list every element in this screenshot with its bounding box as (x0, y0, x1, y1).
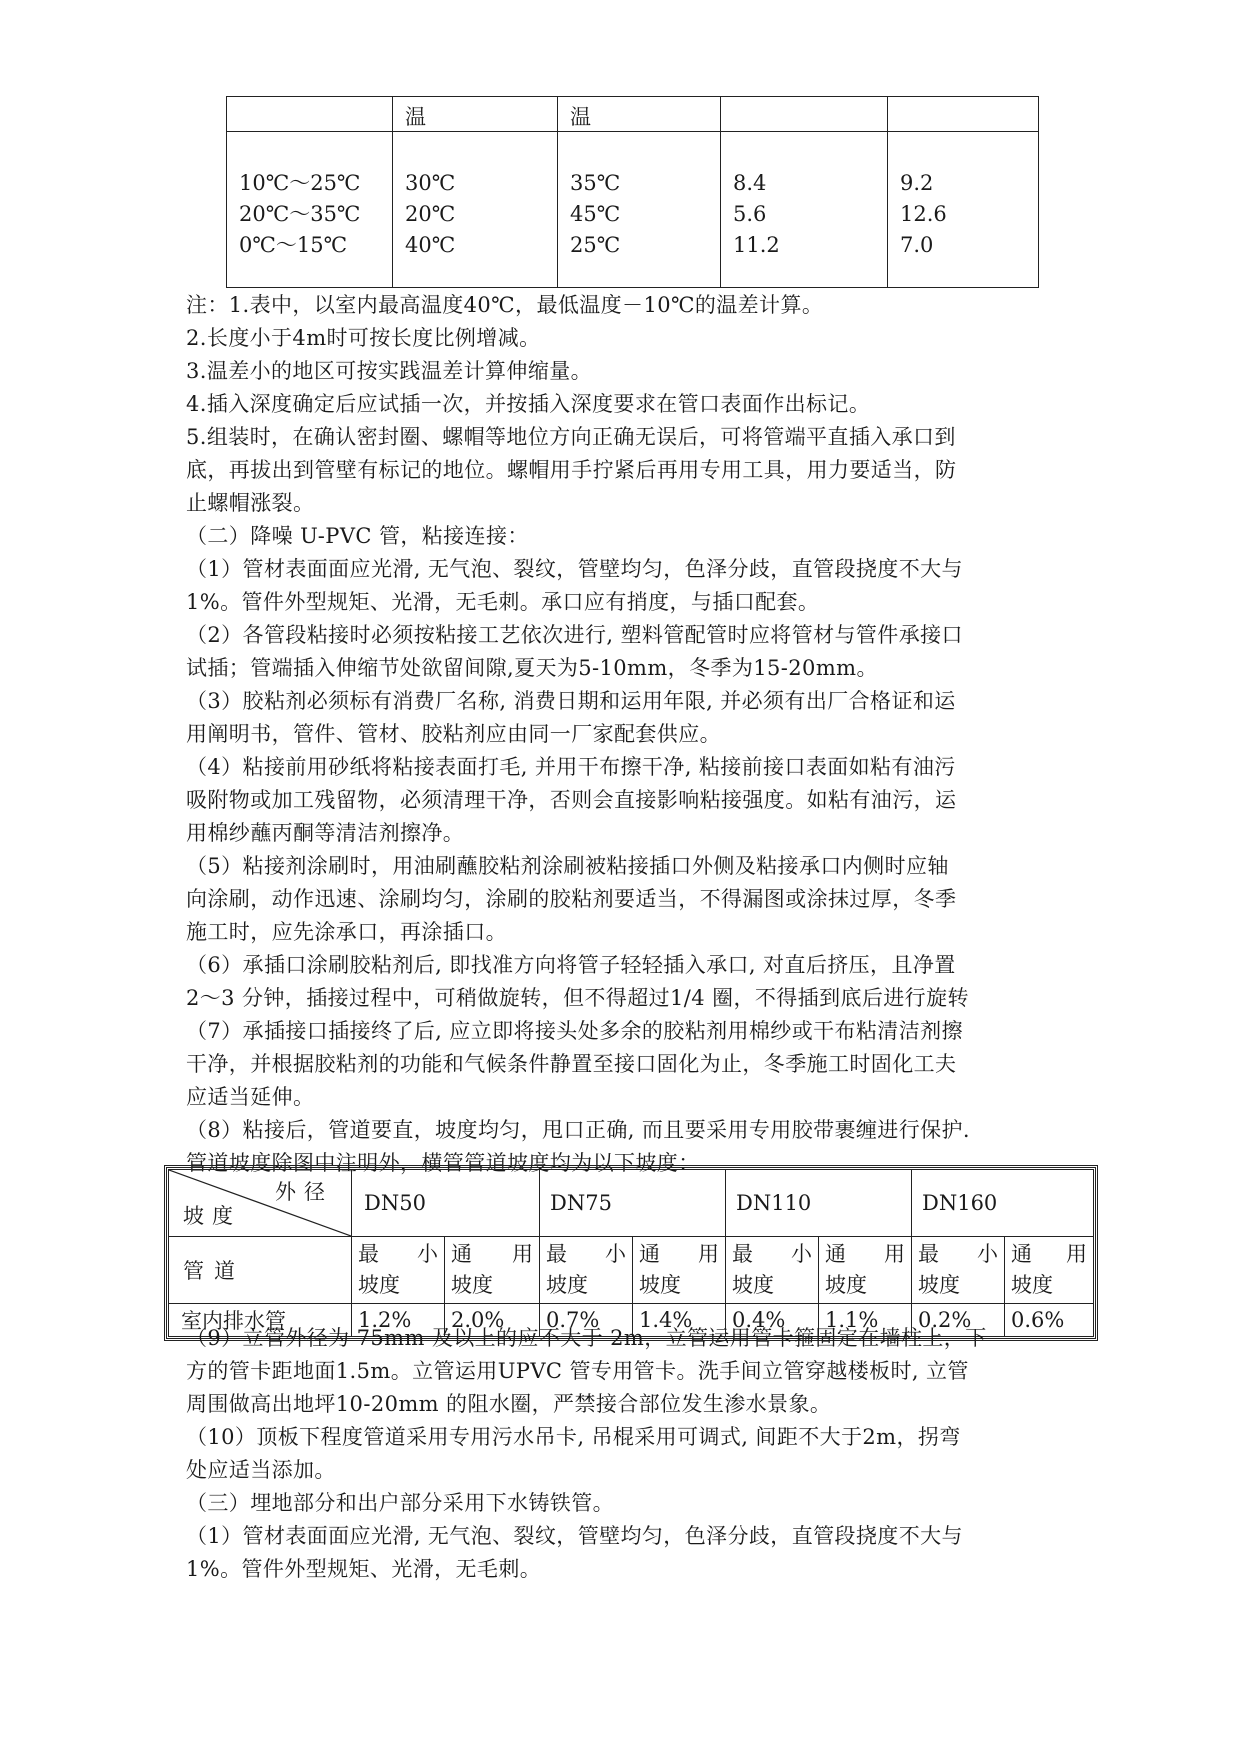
text-line: （5）粘接剂涂刷时，用油刷蘸胶粘剂涂刷被粘接插口外侧及粘接承口内侧时应轴 (186, 854, 949, 878)
row-label: 管道 (169, 1237, 352, 1304)
slope-value-cell: 0.2% (912, 1304, 1005, 1337)
text-line: （7）承插接口插接终了后, 应立即将接头处多余的胶粘剂用棉纱或干布粘清洁剂擦 (186, 1019, 963, 1043)
text-line: 试插；管端插入伸缩节处欲留间隙,夏天为5-10mm，冬季为15-20mm。 (186, 656, 878, 680)
text-line: （3）胶粘剂必须标有消费厂名称, 消费日期和运用年限, 并必须有出厂合格证和运 (186, 689, 956, 713)
value-cell: 9.2 12.6 7.0 (888, 132, 1039, 288)
general-slope-header: 通 用 坡度 (1005, 1237, 1094, 1304)
slope-value-cell: 1.1% (819, 1304, 912, 1337)
text-line: 2.长度小于4m时可按长度比例增减。 (186, 326, 541, 350)
text-line: 1%。管件外型规矩、光滑，无毛刺。 (186, 1557, 542, 1581)
slope-value-cell: 1.4% (633, 1304, 726, 1337)
text-line: （8）粘接后，管道要直，坡度均匀，甩口正确, 而且要采用专用胶带裹缠进行保护. (186, 1118, 970, 1142)
text-line: （6）承插口涂刷胶粘剂后, 即找准方向将管子轻轻插入承口, 对直后挤压，且净置 (186, 953, 956, 977)
text-line: 吸附物或加工残留物，必须清理干净，否则会直接影响粘接强度。如粘有油污，运 (186, 788, 957, 812)
table-cell: 温 (393, 97, 558, 132)
table-cell (721, 97, 888, 132)
text-line: 周围做高出地坪10-20mm 的阻水圈，严禁接合部位发生渗水景象。 (186, 1392, 832, 1416)
notes-text-block-2 (186, 1322, 1076, 1586)
text-line: （10）顶板下程度管道采用专用污水吊卡, 吊棍采用可调式, 间距不大于2m，拐弯 (186, 1425, 961, 1449)
temp-cell: 30℃ 20℃ 40℃ (393, 132, 558, 288)
text-line: 方的管卡距地面1.5m。立管运用UPVC 管专用管卡。洗手间立管穿越楼板时, 立管 (186, 1359, 969, 1383)
table-header-row (169, 1170, 1094, 1237)
text-line: （9）立管外径为 75mm 及以上的应不大于 2m，立管运用管卡箍固定在墙柱上，下 (186, 1326, 987, 1350)
size-header: DN160 (912, 1170, 1094, 1237)
text-line: 4.插入深度确定后应试插一次，并按插入深度要求在管口表面作出标记。 (186, 392, 871, 416)
slope-value-cell: 0.6% (1005, 1304, 1094, 1337)
text-line: 应适当延伸。 (186, 1085, 315, 1109)
table-cell: 温 (558, 97, 721, 132)
diagonal-header-cell (169, 1170, 352, 1237)
text-line: （二）降噪 U-PVC 管，粘接连接： (186, 524, 529, 548)
slope-label: 坡度 (183, 1204, 241, 1228)
text-line: 处应适当添加。 (186, 1458, 336, 1482)
text-line: 向涂刷，动作迅速、涂刷均匀，涂刷的胶粘剂要适当，不得漏图或涂抹过厚，冬季 (186, 887, 957, 911)
general-slope-header: 通 用 坡度 (819, 1237, 912, 1304)
table-header-row (227, 97, 1039, 132)
slope-table-frame (164, 1165, 1098, 1341)
text-line: （1）管材表面面应光滑, 无气泡、裂纹，管壁均匀，色泽分歧，直管段挠度不大与 (186, 557, 963, 581)
text-line: 用阐明书，管件、管材、胶粘剂应由同一厂家配套供应。 (186, 722, 721, 746)
table-row (169, 1237, 1094, 1304)
size-header: DN110 (726, 1170, 912, 1237)
text-line: 用棉纱蘸丙酮等清洁剂擦净。 (186, 821, 465, 845)
notes-text-block (186, 289, 1076, 1180)
text-line: （1）管材表面面应光滑, 无气泡、裂纹，管壁均匀，色泽分歧，直管段挠度不大与 (186, 1524, 963, 1548)
general-slope-header: 通 用 坡度 (445, 1237, 540, 1304)
text-line: 1%。管件外型规矩、光滑，无毛刺。承口应有捎度，与插口配套。 (186, 590, 820, 614)
min-slope-header: 最 小 坡度 (540, 1237, 633, 1304)
text-line: 注：1.表中，以室内最高温度40℃，最低温度－10℃的温差计算。 (186, 293, 824, 317)
temp-cell: 35℃ 45℃ 25℃ (558, 132, 721, 288)
min-slope-header: 最 小 坡度 (352, 1237, 445, 1304)
text-line: 底，再拔出到管壁有标记的地位。螺帽用手拧紧后再用专用工具，用力要适当，防 (186, 458, 957, 482)
slope-value-cell: 0.7% (540, 1304, 633, 1337)
outer-diameter-label: 外径 (275, 1180, 333, 1204)
text-line: （2）各管段粘接时必须按粘接工艺依次进行, 塑料管配管时应将管材与管件承接口 (186, 623, 963, 647)
text-line: 止螺帽涨裂。 (186, 491, 315, 515)
table-cell (888, 97, 1039, 132)
size-header: DN50 (352, 1170, 540, 1237)
min-slope-header: 最 小 坡度 (912, 1237, 1005, 1304)
table-cell (227, 97, 393, 132)
table-row (227, 132, 1039, 288)
value-cell: 8.4 5.6 11.2 (721, 132, 888, 288)
text-line: 管道坡度除图中注明外，横管管道坡度均为以下坡度： (186, 1151, 700, 1175)
text-line: 干净，并根据胶粘剂的功能和气候条件静置至接口固化为止，冬季施工时固化工夫 (186, 1052, 957, 1076)
slope-table (168, 1169, 1094, 1337)
text-line: （三）埋地部分和出户部分采用下水铸铁管。 (186, 1491, 614, 1515)
temperature-table (226, 96, 1039, 288)
text-line: 施工时，应先涂承口，再涂插口。 (186, 920, 507, 944)
slope-value-cell: 2.0% (445, 1304, 540, 1337)
slope-value-cell: 0.4% (726, 1304, 819, 1337)
size-header: DN75 (540, 1170, 726, 1237)
general-slope-header: 通 用 坡度 (633, 1237, 726, 1304)
min-slope-header: 最 小 坡度 (726, 1237, 819, 1304)
slope-value-cell: 1.2% (352, 1304, 445, 1337)
range-cell: 10℃～25℃ 20℃～35℃ 0℃～15℃ (227, 132, 393, 288)
pipe-name-cell: 室内排水管 (169, 1304, 352, 1337)
text-line: 5.组装时，在确认密封圈、螺帽等地位方向正确无误后，可将管端平直插入承口到 (186, 425, 956, 449)
text-line: 2～3 分钟，插接过程中，可稍做旋转，但不得超过1/4 圈，不得插到底后进行旋转 (186, 986, 969, 1010)
text-line: 3.温差小的地区可按实践温差计算伸缩量。 (186, 359, 593, 383)
text-line: （4）粘接前用砂纸将粘接表面打毛, 并用干布擦干净, 粘接前接口表面如粘有油污 (186, 755, 956, 779)
